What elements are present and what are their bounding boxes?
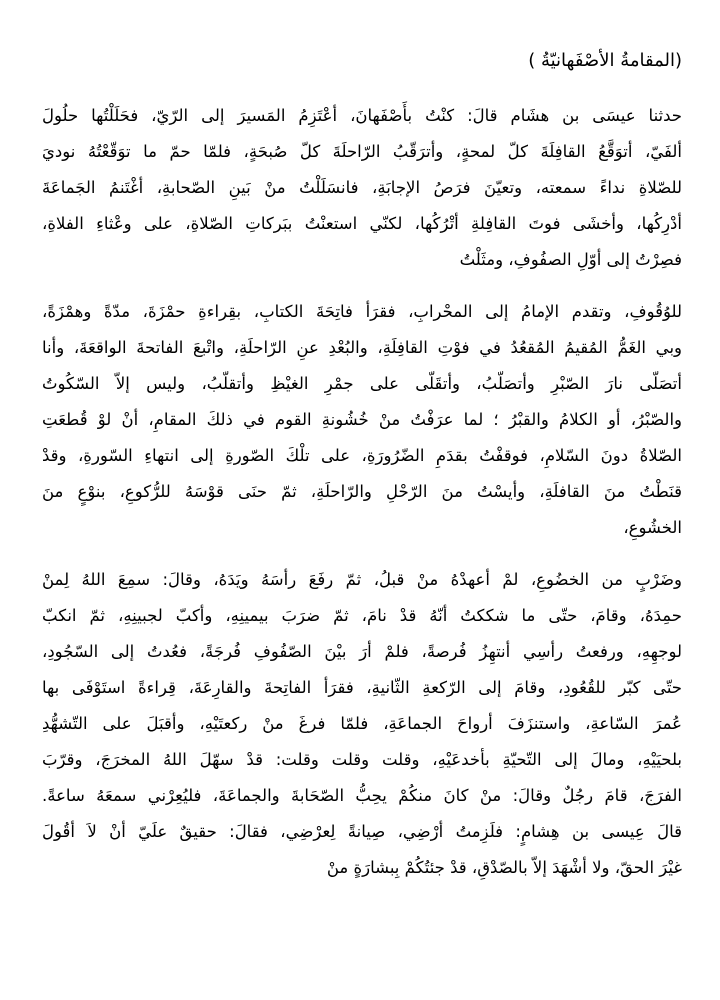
text-line: للصّلاةِ نداءً سمعته، وتعيّنَ فرَصُ الإجابَةِ، فانسَلَلْتُ منْ بَينِ الصّحابةِ، أغْتَنمُ الجَماعَةَ [42, 178, 682, 197]
text-line: الفرَجَ، قامَ رجُلٌ وقالَ: منْ كانَ منكُمْ يحِبُّ الصّحَابةَ والجماعَةَ، فليُعِرْني سمعَهُ ساعةً. [42, 786, 682, 805]
text-line: بلحيَيْهِ، ومالَ إلى التّحيّةِ بأخدعَيْهِ، وقلت وقلت وقلت: قدْ سهّلَ اللهُ المخرَجَ، وقرّبَ [42, 750, 682, 769]
paragraph [42, 562, 682, 886]
text-line: ألفَيّ، أتوَقَّعُ القافِلَةَ كلّ لمحةٍ، وأترَقّبُ الرّاحلَةَ كلّ صُبحَةٍ، فلمّا حمّ ما توَقّعْتُهُ نوديَ [42, 142, 682, 161]
text-line: الخشُوعِ، [623, 518, 682, 537]
text-line: للوُقُوفِ، وتقدم الإمامُ إلى المحْرابِ، فقرَأ فاتِحَةَ الكتابِ، بقِراءةِ حمْزَةَ، مدّةً وهمْزَةً، [42, 302, 682, 321]
text-line: الصّلاةُ دونَ السّلامِ، فوقفْتُ بقدَمِ الضّرُورَةِ، على تلْكَ الصّورةِ إلى انتهاءِ السّورةِ، وقدْ [42, 446, 682, 465]
text-line: وبي الغَمُّ المُقيمُ المُقعُدُ في فوْتِ القافِلَةِ، والبُعْدِ عنِ الرّاحلَةِ، واتْبعَ الفاتحةَ الواقعَةَ، وأنا [42, 338, 682, 357]
text-line: غيْرَ الحقّ، ولا أشْهَدَ إلاّ بالصّدْقِ، قدْ جئتُكُمْ بِبشارَةٍ منْ [326, 858, 682, 877]
text-line: حتّى كبّر للقُعُودِ، وقامَ إلى الرّكعةِ الثّانيةِ، فقرَأ الفاتِحةَ والقارِعَةَ، قِراءةً استَوْفَى بها [42, 678, 682, 697]
text-line: أتصَلّى نارَ الصّبْرِ وأتصَلّبُ، وأتقَلّى على جمْرِ الغيْظِ وأتقلّبُ، وليس إلاّ السّكُوتُ [42, 374, 682, 393]
text-line: فصِرْتُ إلى أوّلِ الصفُوفِ، ومثَلْتُ [459, 250, 682, 269]
text-line: وضَرْبٍ من الخضُوعِ، لمْ أعهدْهُ منْ قبلُ، ثمّ رفَعَ رأسَهُ ويَدَهُ، وقالَ: سمِعَ اللهُ لِمنْ [42, 570, 682, 589]
text-line: أدْرِكُها، وأخشَى فوتَ القافِلةِ أتْرُكُها، لكنّي استعنْتُ ببَركاتِ الصّلاةِ، على وعْثاءِ الفلاةِ، [42, 214, 682, 233]
document-title: (المقامةُ الأصْفَهانيّةُ ) [528, 50, 682, 71]
text-line: والصّبْرُ، أو الكلامُ والقبْرُ ؛ لما عرَفْتُ منْ خُشُونةِ القوم في ذلكَ المقامِ، أنْ لوْ قُطعَتِ [42, 410, 682, 429]
text-line: حدثنا عيسَى بن هشَام قالَ: كنْتُ بأَصْفَهانَ، أعْتَزِمُ المَسيرَ إلى الرّيّ، فحَلَلْتُها حلُولَ [42, 106, 682, 125]
document-page [42, 36, 682, 902]
text-line: لوجهِهِ، ورفعتُ رأسِي أنتهِزُ فُرصةً، فلمْ أرَ بيْنَ الصّفُوفِ فُرجَةً، فعُدتُ إلى السّجُودِ، [42, 642, 682, 661]
text-line: حمِدَهُ، وقامَ، حتّى ما شككتُ أنّهُ قدْ نامَ، ثمّ ضرَبَ بيمينِهِ، وأكبّ لجبينِهِ، ثمّ انكبّ [42, 606, 682, 625]
paragraph [42, 294, 682, 546]
paragraph [42, 98, 682, 278]
text-line: قنَطْتُ منَ القافلَةِ، وأيسْتُ منَ الرّحْلِ والرّاحلَةِ، ثمّ حنَى قوْسَهُ للرُّكوعِ، بنوْعٍ منَ [42, 482, 682, 501]
text-line: قالَ عِيسى بن هِشامٍ: فلَزِمتُ أرْضِي، صِيانةً لِعرْضِي، فقالَ: حقيقٌ علَيّ أنْ لاَ أقُولَ [42, 822, 682, 841]
text-line: عُمرَ السّاعةِ، واستنزَفَ أرواحَ الجماعَةِ، فلمّا فرغَ منْ ركعتَيْهِ، وأقبَلَ على التّشهُّدِ [42, 714, 682, 733]
